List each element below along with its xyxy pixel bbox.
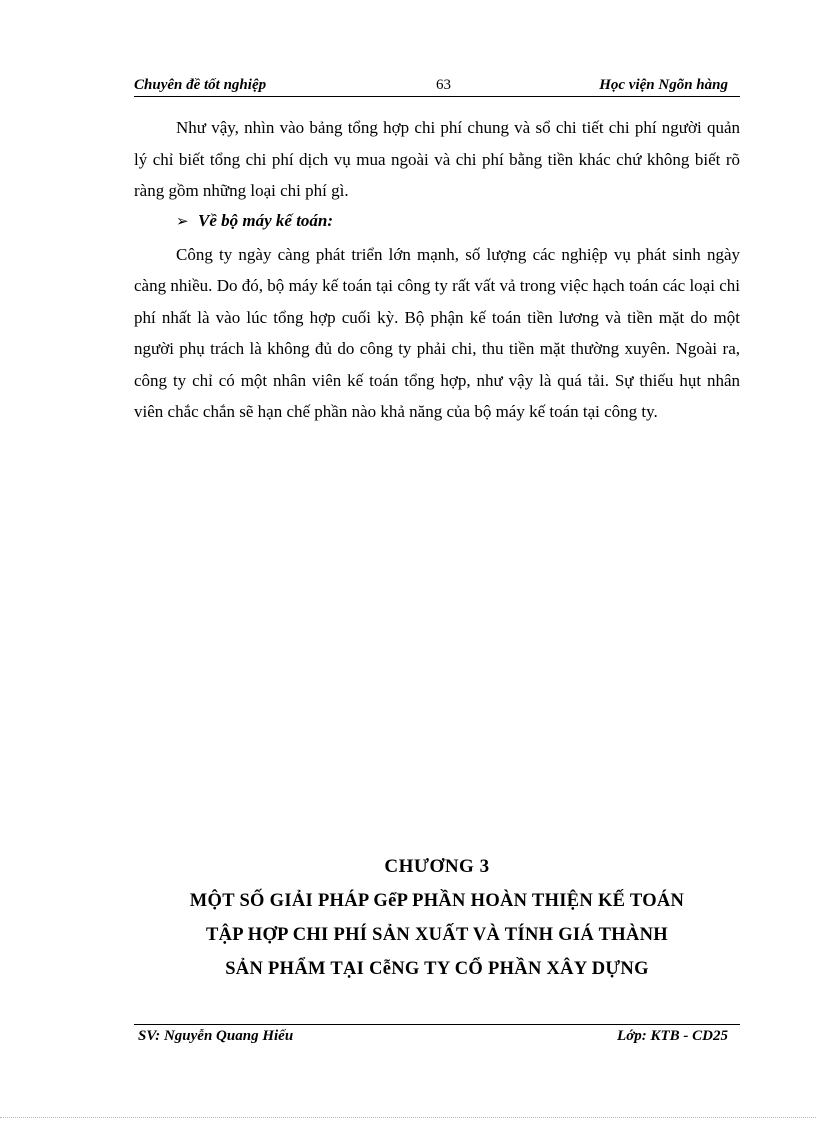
body-section-1	[134, 112, 740, 207]
footer-student-name: SV: Nguyễn Quang Hiếu	[138, 1028, 294, 1044]
header-divider	[134, 96, 740, 97]
chapter-subtitle-line-2: TẬP HỢP CHI PHÍ SẢN XUẤT VÀ TÍNH GIÁ THÀNH	[206, 925, 668, 945]
page-header	[134, 74, 740, 96]
arrow-bullet-icon: ➢	[176, 214, 189, 230]
footer-class: Lớp: KTB - CD25	[617, 1028, 728, 1044]
header-institution: Học viện Ngõn hàng	[599, 77, 728, 93]
paragraph-2: Công ty ngày càng phát triển lớn mạnh, số lượng các nghiệp vụ phát sinh ngày càng nhiều. Do đó, bộ máy kế toán tại công ty rất vất vả trong việc hạch toán các loại chi phí nhất là vào lúc tổng hợp cuối kỳ. Bộ phận kế toán tiền lương và tiền mặt do một người phụ trách là không đủ do công ty phải chi, thu tiền mặt thường xuyên. Ngoài ra, công ty chỉ có một nhân viên kế toán tổng hợp, như vậy là quá tải. Sự thiếu hụt nhân viên chắc chắn sẽ hạn chế phần nào khả năng của bộ máy kế toán tại công ty.	[134, 244, 740, 421]
header-document-type: Chuyên đề tốt nghiệp	[134, 77, 267, 93]
footer-divider	[134, 1024, 740, 1025]
chapter-heading	[134, 850, 740, 986]
page-footer	[134, 1028, 740, 1050]
chapter-title: CHƯƠNG 3	[384, 856, 490, 877]
body-section-2	[134, 205, 740, 428]
page-number: 63	[436, 77, 451, 93]
chapter-subtitle-line-1: MỘT SỐ GIẢI PHÁP GểP PHẦN HOÀN THIỆN KẾ TOÁN	[189, 891, 685, 911]
chapter-subtitle-line-3: SẢN PHẨM TẠI CễNG TY CỔ PHẦN XÂY DỰNG	[225, 959, 649, 979]
page-bottom-border	[0, 1117, 816, 1118]
bullet-heading	[134, 205, 740, 239]
paragraph-1: Như vậy, nhìn vào bảng tổng hợp chi phí chung và sổ chi tiết chi phí người quản lý chỉ biết tổng chi phí dịch vụ mua ngoài và chi phí bằng tiền khác chứ không biết rõ ràng gồm những loại chi phí gì.	[134, 118, 740, 200]
bullet-heading-text: Về bộ máy kế toán:	[198, 211, 334, 230]
